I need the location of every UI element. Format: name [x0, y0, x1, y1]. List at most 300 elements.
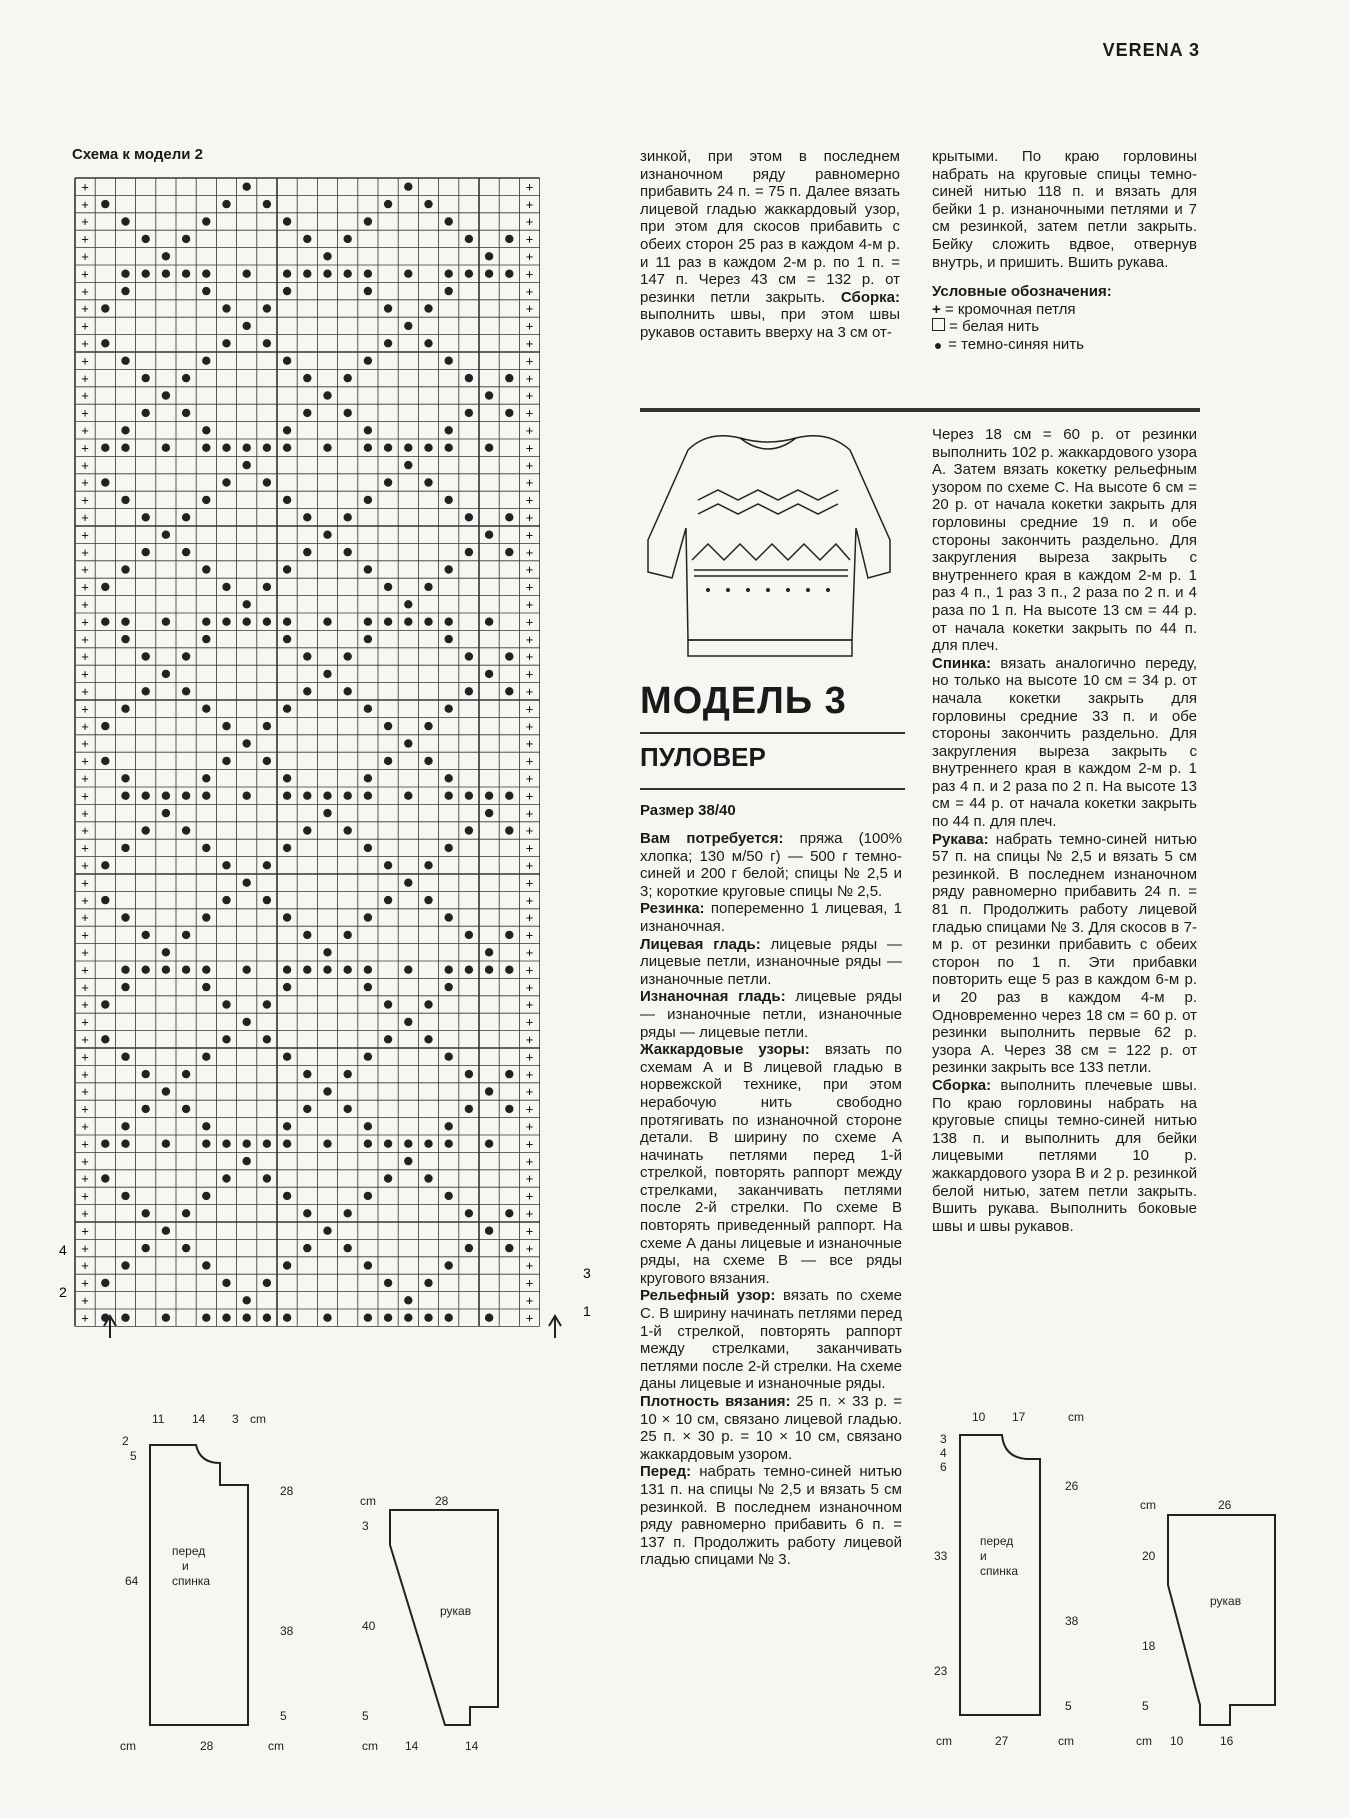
paragraph-gauge: Плотность вязания: 25 п. × 33 р. = 10 × 10 см, связано лицевой гладью. 25 п. × 30 р. = 10 × 10 см, связано жаккардовым узором. — [640, 1393, 902, 1463]
navy-stitch — [202, 1261, 210, 1269]
navy-stitch — [445, 705, 453, 713]
navy-stitch — [222, 478, 230, 486]
navy-stitch — [202, 357, 210, 365]
edge-stitch: + — [81, 1136, 89, 1152]
navy-stitch — [344, 548, 352, 556]
edge-stitch: + — [525, 1310, 534, 1326]
navy-stitch — [465, 687, 473, 695]
edge-stitch: + — [81, 388, 89, 404]
navy-stitch — [121, 217, 129, 225]
navy-stitch — [445, 913, 453, 921]
navy-stitch — [121, 913, 129, 921]
navy-stitch — [445, 357, 453, 365]
navy-stitch — [283, 1122, 291, 1130]
navy-stitch — [323, 270, 331, 278]
edge-stitch: + — [81, 1084, 89, 1100]
edge-stitch: + — [81, 1310, 89, 1326]
edge-stitch: + — [525, 231, 534, 247]
navy-stitch — [485, 966, 493, 974]
column2-bottom-text — [932, 426, 1197, 1235]
navy-stitch — [283, 496, 291, 504]
edge-stitch: + — [525, 579, 534, 595]
p2-label-1: перед — [172, 1544, 206, 1558]
legend-item-navy: = темно-синяя нить — [932, 336, 1197, 354]
edge-stitch: + — [525, 318, 534, 334]
navy-stitch — [243, 1314, 251, 1322]
navy-stitch — [505, 1209, 513, 1217]
navy-stitch — [182, 687, 190, 695]
p3-h2: 38 — [1065, 1614, 1079, 1628]
edge-stitch: + — [525, 266, 534, 282]
edge-stitch: + — [525, 788, 534, 804]
navy-stitch — [384, 861, 392, 869]
navy-stitch — [364, 966, 372, 974]
model-title-underline — [640, 732, 905, 734]
navy-stitch — [283, 618, 291, 626]
edge-stitch: + — [81, 492, 89, 508]
navy-stitch — [182, 931, 190, 939]
navy-stitch — [364, 1192, 372, 1200]
edge-stitch: + — [81, 196, 89, 212]
navy-stitch — [263, 200, 271, 208]
p2-sleeve-bottom-14b: 14 — [465, 1739, 479, 1753]
navy-stitch — [162, 1227, 170, 1235]
navy-stitch — [465, 931, 473, 939]
navy-stitch — [202, 983, 210, 991]
navy-stitch — [263, 478, 271, 486]
navy-stitch — [485, 531, 493, 539]
navy-stitch — [121, 792, 129, 800]
edge-stitch: + — [81, 1240, 89, 1256]
navy-stitch — [283, 565, 291, 573]
navy-stitch — [424, 1174, 432, 1182]
navy-stitch — [344, 235, 352, 243]
navy-stitch — [202, 774, 210, 782]
paragraph-stockinette: Лицевая гладь: лицевые ряды — лицевые петли, изнаночные ряды — изнаночные петли. — [640, 935, 903, 988]
navy-stitch — [384, 444, 392, 452]
edge-stitch: + — [81, 945, 89, 960]
navy-stitch — [344, 1105, 352, 1113]
navy-stitch — [323, 252, 331, 260]
navy-stitch — [505, 792, 513, 800]
navy-stitch — [283, 444, 291, 452]
navy-stitch — [202, 1053, 210, 1061]
navy-stitch — [364, 792, 372, 800]
legend — [932, 283, 1197, 353]
navy-stitch — [283, 287, 291, 295]
navy-stitch — [283, 1314, 291, 1322]
navy-stitch — [344, 513, 352, 521]
navy-stitch — [283, 270, 291, 278]
navy-stitch — [243, 1018, 251, 1026]
navy-stitch — [283, 1261, 291, 1269]
p2-label-3: спинка — [172, 1574, 211, 1588]
navy-stitch — [162, 948, 170, 956]
edge-stitch: + — [525, 945, 534, 960]
navy-stitch — [162, 809, 170, 817]
model-subtitle-underline — [640, 788, 905, 790]
navy-stitch — [404, 1314, 412, 1322]
paragraph-relief: Рельефный узор: вязать по схеме С. В ширину начинать петлями перед 1-й стрелкой, повторять раппорт между стрелками, заканчивать петлями после 2-й стрелки. На схеме даны лицевые и изнаночные ряды. — [640, 1287, 903, 1393]
edge-stitch: + — [525, 858, 534, 873]
navy-stitch — [202, 792, 210, 800]
p3-sleeve-cm: cm — [1140, 1498, 1156, 1512]
model-title: МОДЕЛЬ 3 — [640, 680, 847, 722]
edge-stitch: + — [81, 892, 89, 908]
edge-stitch: + — [525, 875, 534, 891]
navy-stitch — [202, 1314, 210, 1322]
navy-stitch — [243, 1296, 251, 1304]
navy-stitch — [404, 600, 412, 608]
navy-stitch — [424, 896, 432, 904]
navy-stitch — [263, 304, 271, 312]
navy-stitch — [323, 618, 331, 626]
navy-stitch — [404, 966, 412, 974]
navy-stitch — [142, 966, 150, 974]
p2-total: 64 — [125, 1574, 139, 1588]
navy-stitch — [344, 792, 352, 800]
navy-stitch — [202, 426, 210, 434]
edge-stitch: + — [81, 701, 89, 717]
navy-stitch — [424, 583, 432, 591]
p3-left-3: 3 — [940, 1432, 947, 1446]
edge-stitch: + — [81, 370, 89, 386]
navy-stitch — [404, 183, 412, 191]
navy-stitch — [222, 304, 230, 312]
navy-stitch — [323, 792, 331, 800]
edge-stitch: + — [81, 1119, 89, 1134]
navy-stitch — [101, 478, 109, 486]
edge-stitch: + — [525, 718, 534, 734]
navy-stitch — [263, 1140, 271, 1148]
edge-stitch: + — [525, 336, 534, 351]
navy-stitch — [202, 565, 210, 573]
navy-stitch — [162, 1314, 170, 1322]
navy-stitch — [263, 1174, 271, 1182]
navy-stitch — [384, 1279, 392, 1287]
edge-stitch: + — [81, 283, 89, 299]
navy-stitch — [162, 1087, 170, 1095]
navy-stitch — [121, 1140, 129, 1148]
navy-stitch — [101, 1174, 109, 1182]
edge-stitch: + — [525, 492, 534, 508]
navy-stitch — [424, 1140, 432, 1148]
navy-stitch — [182, 1070, 190, 1078]
navy-stitch — [142, 548, 150, 556]
navy-stitch — [303, 652, 311, 660]
edge-stitch: + — [525, 649, 534, 665]
navy-stitch — [182, 652, 190, 660]
column1-top-text: зинкой, при этом в последнем изнаночном ряду равномерно прибавить 24 п. = 75 п. Далее вязать лицевой гладью жаккардовый узор, при этом для скосов прибавить с обеих сторон 25 раз в каждом 4-м р. и 11 раз в каждом 2-м р. по 1 п. = 147 п. Через 43 см = 132 р. от резинки петли закрыть. Сборка: выполнить швы, при этом швы рукавов оставить вверху на 3 см от- — [640, 148, 900, 341]
navy-stitch — [445, 1192, 453, 1200]
navy-stitch — [222, 722, 230, 730]
navy-stitch — [283, 705, 291, 713]
navy-stitch — [142, 1209, 150, 1217]
navy-stitch — [222, 1314, 230, 1322]
p2-h2: 38 — [280, 1624, 294, 1638]
navy-stitch — [323, 391, 331, 399]
navy-stitch — [445, 1261, 453, 1269]
navy-stitch — [485, 391, 493, 399]
navy-stitch — [243, 270, 251, 278]
navy-stitch — [142, 270, 150, 278]
navy-stitch — [505, 374, 513, 382]
edge-stitch: + — [81, 1206, 89, 1221]
navy-stitch — [505, 548, 513, 556]
navy-stitch — [263, 618, 271, 626]
paragraph-rib: Резинка: попеременно 1 лицевая, 1 изнаночная. — [640, 900, 902, 935]
p3-top-10: 10 — [972, 1410, 986, 1424]
navy-stitch — [384, 583, 392, 591]
p3-left-6: 6 — [940, 1460, 947, 1474]
navy-stitch — [364, 217, 372, 225]
navy-stitch — [303, 1244, 311, 1252]
p3-sleeve-bottom-cm: cm — [1136, 1734, 1152, 1748]
legend-item-white: = белая нить — [932, 318, 1197, 336]
navy-stitch — [485, 1087, 493, 1095]
navy-stitch — [283, 844, 291, 852]
navy-stitch — [505, 1070, 513, 1078]
p3-top-cm: cm — [1068, 1410, 1084, 1424]
navy-stitch — [222, 1279, 230, 1287]
edge-stitch: + — [81, 840, 89, 856]
navy-stitch — [121, 618, 129, 626]
edge-stitch: + — [525, 597, 534, 612]
edge-stitch: + — [81, 353, 89, 369]
p2-bottom-cm2: cm — [268, 1739, 284, 1753]
navy-stitch — [364, 1122, 372, 1130]
edge-stitch: + — [81, 614, 89, 630]
navy-stitch — [364, 1314, 372, 1322]
navy-stitch — [364, 635, 372, 643]
paragraph-front-cont: Через 18 см = 60 р. от резинки выполнить 102 р. жаккардового узора А. Затем вязать кокетку рельефным узором по схеме С. На высоте 6 см = 20 р. от начала кокетки закрыть для горловины средние 19 п. и обе стороны закончить раздельно. Для закругления выреза закрыть с внутреннего края в каждом 2-м р. 1 раз 4 п., 1 раз 3 п., 2 раза по 2 п. и 4 раза по 1 п. На высоте 13 см = 44 р. от начала кокетки закрыть по 44 п. для плеч. — [932, 426, 1197, 655]
navy-stitch — [303, 270, 311, 278]
navy-stitch — [182, 792, 190, 800]
navy-stitch — [465, 270, 473, 278]
navy-stitch — [243, 618, 251, 626]
model2-schematic — [100, 1405, 520, 1755]
edge-stitch: + — [525, 1206, 534, 1221]
navy-stitch — [404, 879, 412, 887]
navy-stitch — [404, 618, 412, 626]
edge-stitch: + — [81, 1101, 89, 1117]
navy-stitch — [182, 826, 190, 834]
navy-stitch — [182, 374, 190, 382]
edge-stitch: + — [525, 510, 534, 525]
navy-stitch — [101, 583, 109, 591]
legend-title: Условные обозначения: — [932, 283, 1112, 301]
navy-stitch — [364, 444, 372, 452]
navy-stitch — [101, 757, 109, 765]
navy-stitch — [142, 235, 150, 243]
edge-stitch: + — [525, 1119, 534, 1134]
navy-stitch — [465, 966, 473, 974]
navy-stitch — [344, 687, 352, 695]
navy-stitch — [323, 670, 331, 678]
p3-left-h2: 23 — [934, 1664, 948, 1678]
navy-stitch — [142, 931, 150, 939]
p3-sleeve-top: 26 — [1218, 1498, 1232, 1512]
edge-stitch: + — [81, 510, 89, 525]
navy-stitch — [323, 531, 331, 539]
navy-stitch — [424, 478, 432, 486]
edge-stitch: + — [525, 1275, 534, 1291]
navy-stitch — [101, 444, 109, 452]
edge-stitch: + — [525, 283, 534, 299]
navy-stitch — [263, 339, 271, 347]
dot-icon — [935, 343, 941, 349]
edge-stitch: + — [525, 196, 534, 212]
navy-stitch — [121, 270, 129, 278]
edge-stitch: + — [525, 214, 534, 230]
legend-item-edge: + = кромочная петля — [932, 300, 1076, 318]
navy-stitch — [263, 861, 271, 869]
edge-stitch: + — [81, 318, 89, 334]
navy-stitch — [384, 1035, 392, 1043]
navy-stitch — [364, 844, 372, 852]
navy-stitch — [424, 1279, 432, 1287]
p3-sleeve-bottom-10: 10 — [1170, 1734, 1184, 1748]
navy-stitch — [485, 948, 493, 956]
navy-stitch — [445, 270, 453, 278]
navy-stitch — [344, 966, 352, 974]
navy-stitch — [162, 531, 170, 539]
p3-label-3: спинка — [980, 1564, 1019, 1578]
paragraph-materials: Вам потребуется: пряжа (100% хлопка; 130 м/50 г) — 500 г темно-синей и 200 г белой; спицы № 2,5 и 3; короткие круговые спицы № 2,5. — [640, 830, 902, 900]
navy-stitch — [263, 1000, 271, 1008]
navy-stitch — [283, 217, 291, 225]
navy-stitch — [182, 1209, 190, 1217]
edge-stitch: + — [525, 1293, 534, 1308]
navy-stitch — [465, 513, 473, 521]
navy-stitch — [101, 618, 109, 626]
edge-stitch: + — [81, 1275, 89, 1291]
edge-stitch: + — [81, 805, 89, 821]
navy-stitch — [384, 1000, 392, 1008]
navy-stitch — [445, 774, 453, 782]
row-number-1: 1 — [583, 1303, 591, 1319]
navy-stitch — [303, 374, 311, 382]
edge-stitch: + — [525, 423, 534, 438]
edge-stitch: + — [525, 1136, 534, 1152]
navy-stitch — [465, 235, 473, 243]
edge-stitch: + — [525, 979, 534, 995]
navy-stitch — [263, 1279, 271, 1287]
p2-left-2: 2 — [122, 1434, 129, 1448]
navy-stitch — [182, 1244, 190, 1252]
navy-stitch — [101, 722, 109, 730]
chart-grid — [75, 178, 540, 1326]
edge-stitch: + — [81, 858, 89, 873]
edge-stitch: + — [525, 1188, 534, 1204]
navy-stitch — [364, 1140, 372, 1148]
navy-stitch — [303, 792, 311, 800]
p2-sleeve-3: 3 — [362, 1519, 369, 1533]
navy-stitch — [485, 270, 493, 278]
p3-bottom-cm2: cm — [1058, 1734, 1074, 1748]
p3-left-h1: 33 — [934, 1549, 948, 1563]
model-size: Размер 38/40 — [640, 802, 736, 819]
navy-stitch — [182, 409, 190, 417]
edge-stitch: + — [81, 910, 89, 926]
navy-stitch — [424, 1000, 432, 1008]
navy-stitch — [121, 357, 129, 365]
navy-stitch — [101, 200, 109, 208]
navy-stitch — [465, 792, 473, 800]
edge-stitch: + — [525, 927, 534, 943]
navy-stitch — [202, 844, 210, 852]
edge-stitch: + — [81, 718, 89, 734]
navy-stitch — [485, 1140, 493, 1148]
model-subtitle: ПУЛОВЕР — [640, 742, 766, 772]
edge-stitch: + — [525, 631, 534, 647]
navy-stitch — [121, 426, 129, 434]
p3-top-17: 17 — [1012, 1410, 1026, 1424]
edge-stitch: + — [81, 631, 89, 647]
navy-stitch — [465, 374, 473, 382]
edge-stitch: + — [525, 249, 534, 264]
navy-stitch — [121, 774, 129, 782]
edge-stitch: + — [81, 405, 89, 421]
navy-stitch — [121, 444, 129, 452]
edge-stitch: + — [81, 544, 89, 560]
navy-stitch — [445, 444, 453, 452]
navy-stitch — [505, 409, 513, 417]
edge-stitch: + — [525, 614, 534, 630]
p3-bottom-cm1: cm — [936, 1734, 952, 1748]
edge-stitch: + — [525, 823, 534, 839]
p3-sleeve-18: 18 — [1142, 1639, 1156, 1653]
navy-stitch — [222, 444, 230, 452]
navy-stitch — [202, 635, 210, 643]
edge-stitch: + — [81, 1171, 89, 1187]
navy-stitch — [485, 670, 493, 678]
navy-stitch — [222, 1140, 230, 1148]
navy-stitch — [222, 861, 230, 869]
edge-stitch: + — [525, 1240, 534, 1256]
p3-sleeve-label: рукав — [1210, 1594, 1242, 1608]
navy-stitch — [101, 304, 109, 312]
navy-stitch — [142, 1244, 150, 1252]
navy-stitch — [445, 983, 453, 991]
navy-stitch — [344, 1244, 352, 1252]
navy-stitch — [505, 826, 513, 834]
navy-stitch — [364, 287, 372, 295]
navy-stitch — [505, 513, 513, 521]
edge-stitch: + — [81, 997, 89, 1013]
edge-stitch: + — [525, 388, 534, 404]
navy-stitch — [101, 1000, 109, 1008]
navy-stitch — [243, 792, 251, 800]
p2-left-5: 5 — [130, 1449, 137, 1463]
p3-bottom-27: 27 — [995, 1734, 1009, 1748]
navy-stitch — [465, 652, 473, 660]
navy-stitch — [243, 739, 251, 747]
navy-stitch — [121, 287, 129, 295]
navy-stitch — [505, 966, 513, 974]
navy-stitch — [283, 913, 291, 921]
p2-top-cm: cm — [250, 1412, 266, 1426]
edge-stitch: + — [525, 771, 534, 786]
edge-stitch: + — [525, 1014, 534, 1030]
row-number-3: 3 — [583, 1265, 591, 1281]
plus-icon: + — [932, 300, 941, 318]
navy-stitch — [202, 1122, 210, 1130]
p2-sleeve-40: 40 — [362, 1619, 376, 1633]
navy-stitch — [182, 966, 190, 974]
navy-stitch — [465, 1209, 473, 1217]
edge-stitch: + — [81, 1258, 89, 1274]
